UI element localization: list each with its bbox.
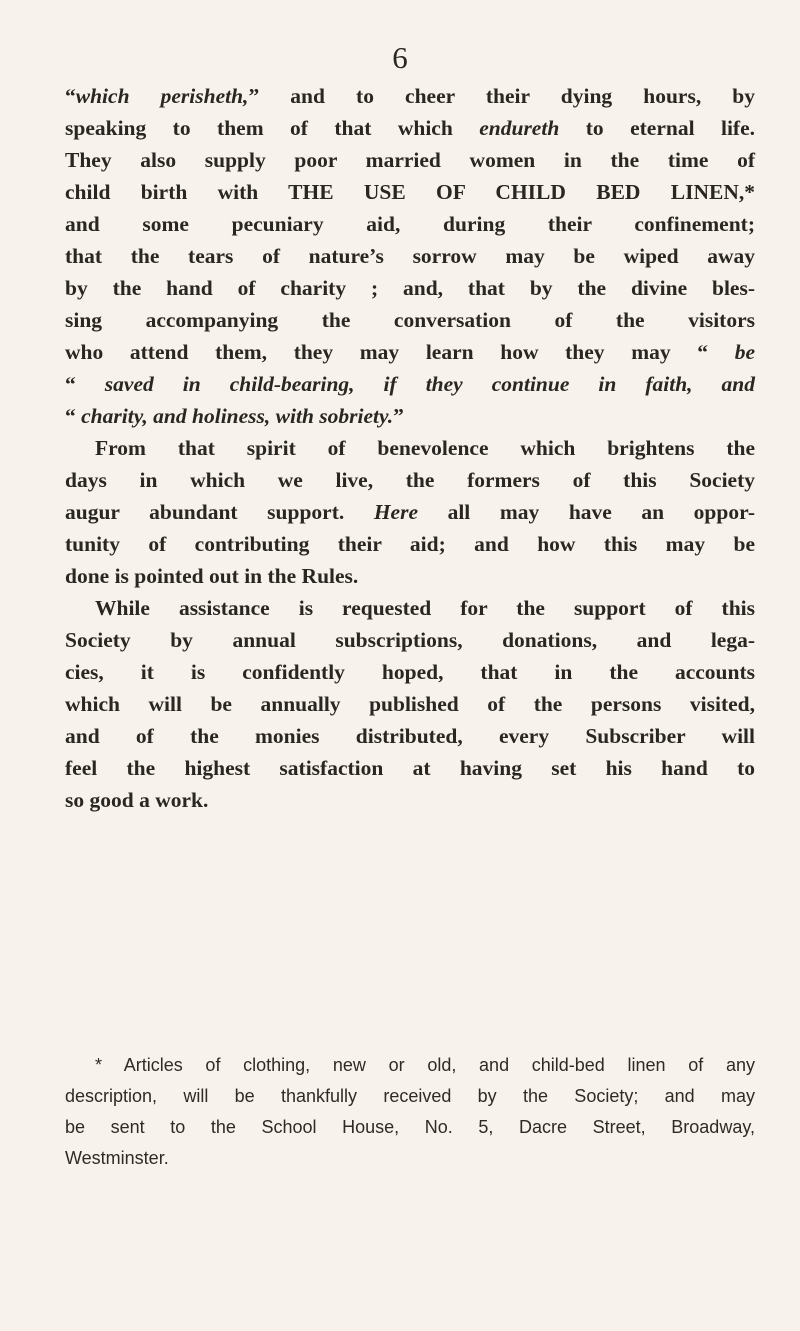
body-text <box>65 80 755 816</box>
text-line: child birth with THE USE OF CHILD BED LINEN,* <box>65 180 755 204</box>
text-line: and some pecuniary aid, during their confinement; <box>65 212 755 236</box>
text-line: cies, it is confidently hoped, that in the accounts <box>65 660 755 684</box>
text-line: tunity of contributing their aid; and how this may be <box>65 532 755 556</box>
text-line: by the hand of charity ; and, that by the divine bles- <box>65 276 755 300</box>
footnote <box>65 1050 755 1174</box>
text-line: Society by annual subscriptions, donations, and lega- <box>65 628 755 652</box>
italic-phrase: charity, and holiness, with sobriety. <box>81 404 394 428</box>
text-line <box>65 336 755 368</box>
text-line <box>65 368 755 400</box>
footnote-line: description, will be thankfully received by the Society; and may <box>65 1086 755 1106</box>
text-line: so good a work. <box>65 788 209 812</box>
italic-word: be <box>734 340 755 364</box>
text-line: While assistance is requested for the support of this <box>95 596 755 620</box>
text-line: They also supply poor married women in the time of <box>65 148 755 172</box>
text-line: From that spirit of benevolence which brightens the <box>95 436 755 460</box>
text-line <box>65 400 755 432</box>
text-line <box>65 496 755 528</box>
text-line <box>65 80 755 112</box>
italic-phrase: which perisheth, <box>75 84 249 108</box>
text-line: done is pointed out in the Rules. <box>65 564 359 588</box>
text-span: who attend them, they may learn how they may “ <box>65 340 735 364</box>
text-line: feel the highest satisfaction at having set his hand to <box>65 756 755 780</box>
footnote-line: be sent to the School House, No. 5, Dacre Street, Broadway, <box>65 1117 755 1137</box>
quote-mark: “ <box>65 372 105 396</box>
text-span: ” and to cheer their dying hours, by <box>248 84 756 108</box>
text-span: speaking to them of that which <box>65 116 480 140</box>
text-line: days in which we live, the formers of this Society <box>65 468 755 492</box>
text-span: to eternal life. <box>559 116 755 140</box>
quote-mark: “ <box>65 84 76 108</box>
italic-word: Here <box>373 500 418 524</box>
quote-mark: “ <box>65 404 82 428</box>
text-span: augur abundant support. <box>65 500 374 524</box>
text-span: all may have an oppor- <box>418 500 755 524</box>
footnote-line: * Articles of clothing, new or old, and child-bed linen of any <box>95 1055 755 1075</box>
italic-phrase: saved in child-bearing, if they continue in faith, and <box>104 372 756 396</box>
text-line <box>65 112 755 144</box>
page-number: 6 <box>392 40 408 75</box>
text-line: which will be annually published of the persons visited, <box>65 692 755 716</box>
text-line: and of the monies distributed, every Subscriber will <box>65 724 755 748</box>
footnote-line: Westminster. <box>65 1148 169 1168</box>
text-line: that the tears of nature’s sorrow may be wiped away <box>65 244 755 268</box>
text-line: sing accompanying the conversation of the visitors <box>65 308 755 332</box>
italic-word: endureth <box>479 116 560 140</box>
quote-mark: ” <box>393 404 404 428</box>
